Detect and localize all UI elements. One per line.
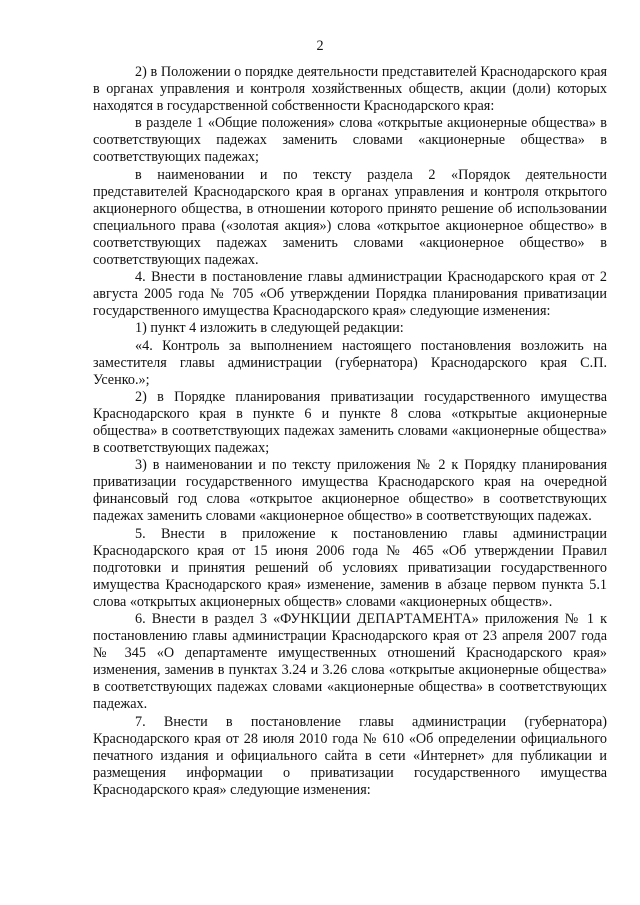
paragraph-point-6: 6. Внести в раздел 3 «ФУНКЦИИ ДЕПАРТАМЕНТА» приложения № 1 к постановлению главы администрации Краснодарского края от 23 апреля 2007 года № 345 «О департаменте имущественных отношений Краснодарского края» изменения, заменив в пунктах 3.24 и 3.26 слова «открытые акционерные общества» в соответствующих падежах словами «акционерные общества» в соответствующих падежах.	[93, 611, 607, 713]
paragraph-item-2-regulation: 2) в Положении о порядке деятельности представителей Краснодарского края в органах управления и контроля хозяйственных обществ, акции (доли) которых находятся в государственной собственности Краснодарского края:	[93, 64, 607, 115]
paragraph-point-4: 4. Внести в постановление главы администрации Краснодарского края от 2 августа 2005 года № 705 «Об утверждении Порядка планирования приватизации государственного имущества Краснодарского края» следующие изменения:	[93, 269, 607, 320]
paragraph-section-1: в разделе 1 «Общие положения» слова «открытые акционерные общества» в соответствующих падежах заменить словами «акционерные общества» в соответствующих падежах;	[93, 115, 607, 166]
paragraph-quoted-point-4: «4. Контроль за выполнением настоящего постановления возложить на заместителя главы администрации (губернатора) Краснодарского края С.П. Усенко.»;	[93, 337, 607, 388]
document-body	[93, 64, 607, 799]
paragraph-subpoint-3: 3) в наименовании и по тексту приложения № 2 к Порядку планирования приватизации государственного имущества Краснодарского края на очередной финансовый год слова «открытое акционерное общество» в соответствующих падежах заменить словами «акционерное общество» в соответствующих падежах.	[93, 457, 607, 525]
paragraph-subpoint-2: 2) в Порядке планирования приватизации государственного имущества Краснодарского края в пункте 6 и пункте 8 слова «открытые акционерные общества» в соответствующих падежах заменить словами «акционерные общества» в соответствующих падежах;	[93, 388, 607, 457]
paragraph-point-7: 7. Внести в постановление главы администрации (губернатора) Краснодарского края от 28 июля 2010 года № 610 «Об определении официального печатного издания и официального сайта в сети «Интернет» для публикации и размещения информации о приватизации государственного имущества Краснодарского края» следующие изменения:	[93, 713, 607, 798]
paragraph-subpoint-1: 1) пункт 4 изложить в следующей редакции:	[135, 320, 404, 337]
page-number: 2	[316, 38, 324, 54]
paragraph-section-2: в наименовании и по тексту раздела 2 «Порядок деятельности представителей Краснодарского края в органах управления и контроля открытого акционерного общества, в отношении которого принято решение об использовании специального права («золотая акция») слова «открытое акционерное общество» в соответствующих падежах заменить словами «акционерное общество» в соответствующих падежах.	[93, 166, 607, 269]
paragraph-point-5: 5. Внести в приложение к постановлению главы администрации Краснодарского края от 15 июня 2006 года № 465 «Об утверждении Правил подготовки и принятия решений об условиях приватизации государственного имущества Краснодарского края» изменение, заменив в абзаце первом пункта 5.1 слова «открытых акционерных обществ» словами «акционерных обществ».	[93, 525, 607, 610]
